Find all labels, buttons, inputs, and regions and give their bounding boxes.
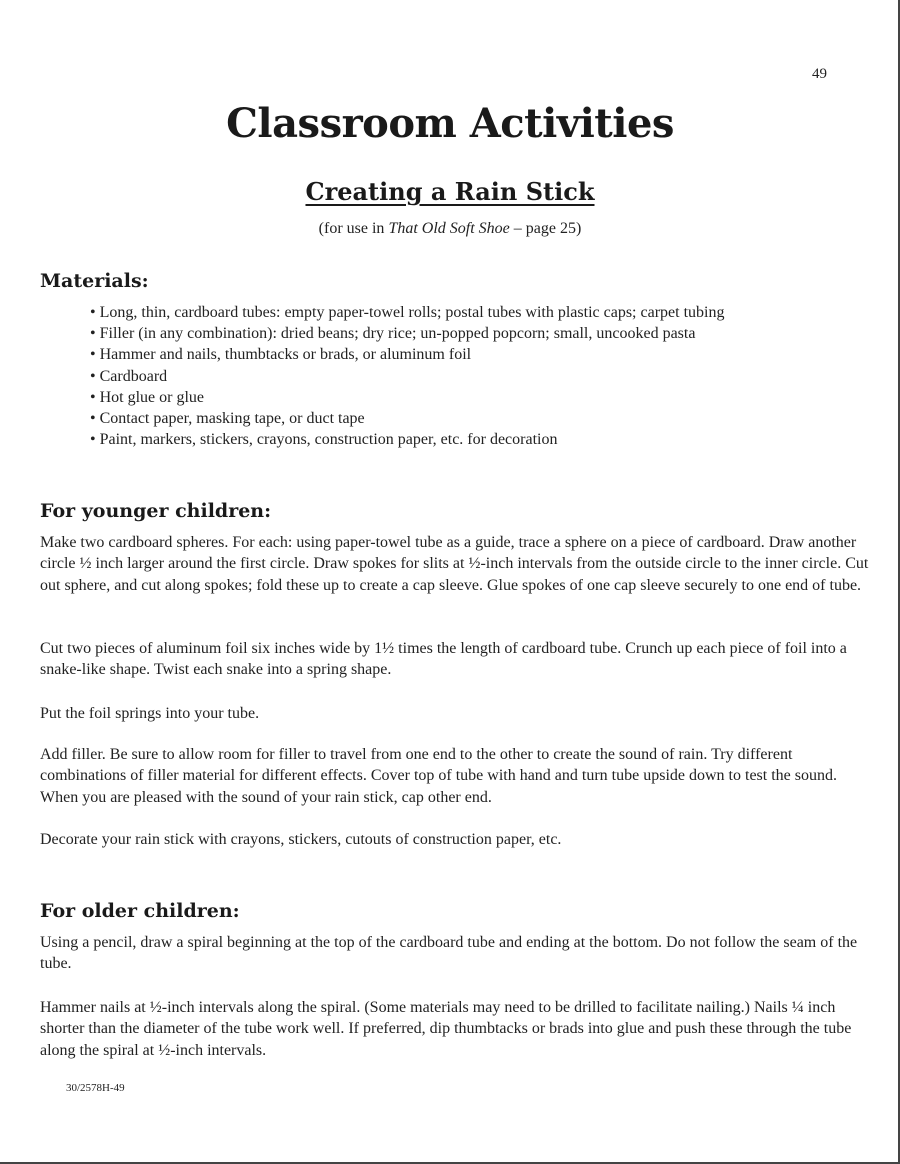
list-item: • Paint, markers, stickers, crayons, construction paper, etc. for decoration xyxy=(90,429,724,450)
paragraph: Put the foil springs into your tube. xyxy=(40,705,260,722)
page-number: 49 xyxy=(812,66,827,82)
paragraph: Make two cardboard spheres. For each: using paper-towel tube as a guide, trace a sphere on a piece of cardboard. Draw another circle ½ inch larger around the first circle. Draw spokes for slits at ½-inch intervals from the outside circle to the inner circle. Cut out sphere, and cut along spokes; fold these up to create a cap sleeve. Glue spokes of one cap sleeve securely to one end of tube. xyxy=(40,534,869,594)
list-item: • Contact paper, masking tape, or duct tape xyxy=(90,408,724,429)
younger-children-heading: For younger children: xyxy=(40,500,272,522)
use-note-prefix: (for use in xyxy=(318,220,389,237)
page-title: Classroom Activities xyxy=(226,100,674,147)
use-note-suffix: – page 25) xyxy=(509,220,582,237)
footer-code: 30/2578H-49 xyxy=(66,1082,125,1094)
list-item: • Filler (in any combination): dried beans; dry rice; un-popped popcorn; small, uncooked pasta xyxy=(90,323,724,344)
paragraph: Decorate your rain stick with crayons, stickers, cutouts of construction paper, etc. xyxy=(40,831,562,848)
paragraph: Cut two pieces of aluminum foil six inches wide by 1½ times the length of cardboard tube. Crunch up each piece of foil into a snake-like shape. Twist each snake into a spring shape. xyxy=(40,640,847,679)
activity-title-text: Creating a Rain Stick xyxy=(305,177,595,206)
list-item: • Hot glue or glue xyxy=(90,387,724,408)
paragraph: Using a pencil, draw a spiral beginning at the top of the cardboard tube and ending at the bottom. Do not follow the seam of the tube. xyxy=(40,934,858,973)
list-item: • Cardboard xyxy=(90,366,724,387)
paragraph: Hammer nails at ½-inch intervals along the spiral. (Some materials may need to be drilled to facilitate nailing.) Nails ¼ inch shorter than the diameter of the tube work well. If preferred, dip thumbtacks or brads into glue and push these through the tube along the spiral at ½-inch intervals. xyxy=(40,999,852,1059)
book-title: That Old Soft Shoe xyxy=(388,220,510,237)
materials-list xyxy=(90,302,724,450)
use-note xyxy=(0,220,900,238)
older-children-heading: For older children: xyxy=(40,900,240,922)
materials-heading: Materials: xyxy=(40,270,149,292)
activity-title xyxy=(0,177,900,206)
list-item: • Hammer and nails, thumbtacks or brads, or aluminum foil xyxy=(90,344,724,365)
paragraph: Add filler. Be sure to allow room for filler to travel from one end to the other to create the sound of rain. Try different combinations of filler material for different effects. Cover top of tube with hand and turn tube upside down to test the sound. When you are pleased with the sound of your rain stick, cap other end. xyxy=(40,746,837,806)
list-item: • Long, thin, cardboard tubes: empty paper-towel rolls; postal tubes with plastic caps; carpet tubing xyxy=(90,302,724,323)
